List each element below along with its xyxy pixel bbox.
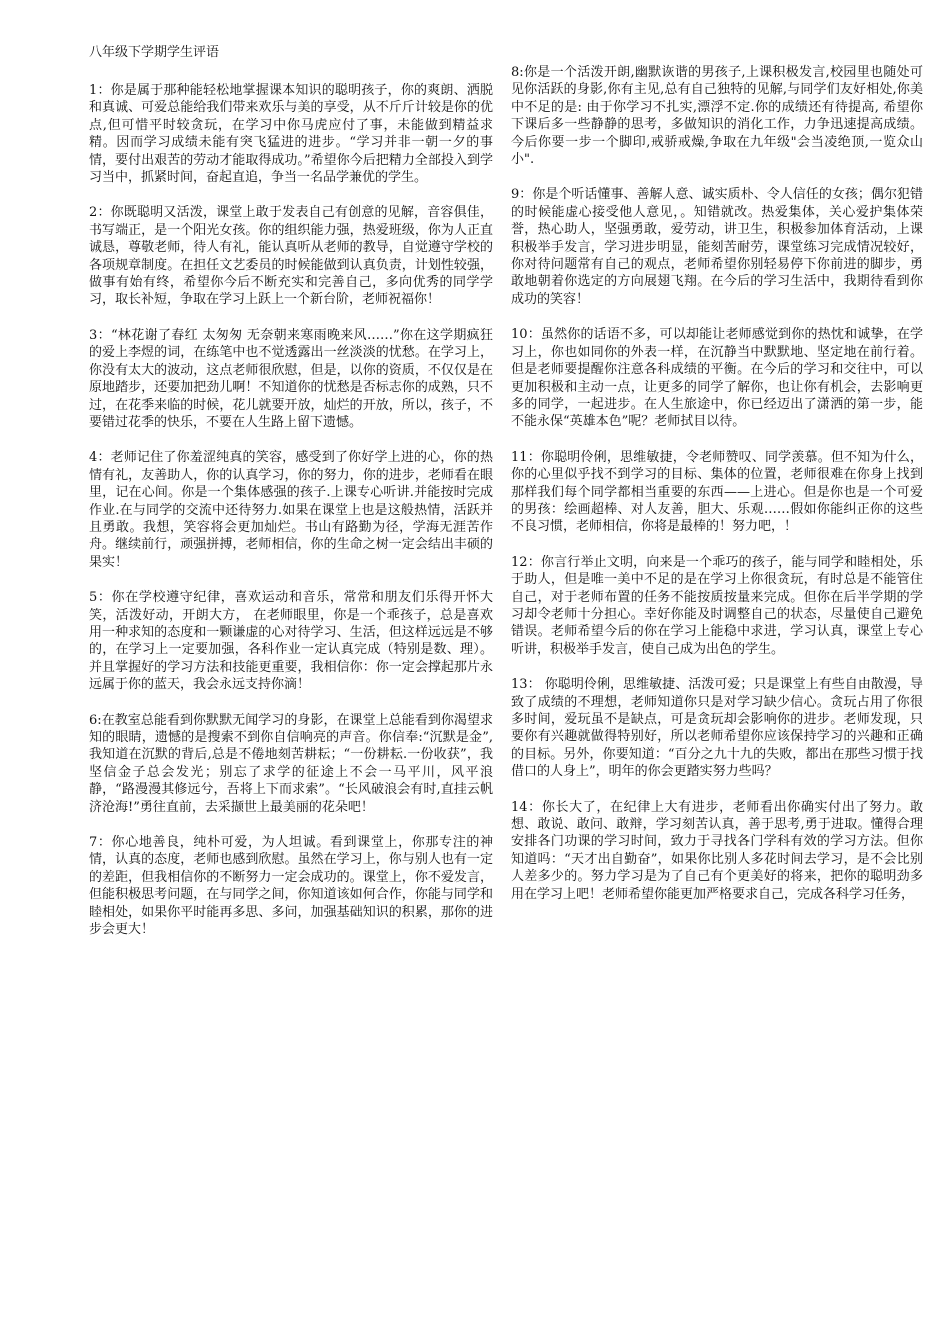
comment-paragraph-9: 9：你是个听话懂事、善解人意、诚实质朴、令人信任的女孩；偶尔犯错的时候能虚心接受他人意见，。知错就改。热爱集体，关心爱护集体荣誉，热心助人，坚强勇敢，爱劳动，讲卫生，积极参加体育活动，上课积极举手发言，学习进步明显，能刻苦耐劳，课堂练习完成情况较好，你对待问题常有自己的观点，老师希望你别轻易停下你前进的脚步，勇敢地朝着你选定的方向展翅飞翔。在今后的学习生活中，我期待看到你成功的笑容！ (511, 187, 923, 307)
comment-paragraph-5: 5：你在学校遵守纪律，喜欢运动和音乐，常常和朋友们乐得开怀大笑，活泼好动，开朗大方， 在老师眼里，你是一个乖孩子，总是喜欢用一种求知的态度和一颗谦虚的心对待学习、生活，但这样远远是不够的，在学习上一定要加强，各科作业一定认真完成（特别是数、理）。并且掌握好的学习方法和技能更重要，我相信你：你一定会撑起那片永远属于你的蓝天，我会永远支持你滴！ (89, 590, 493, 693)
left-column (89, 44, 493, 956)
comment-paragraph-6: 6:在教室总能看到你默默无闻学习的身影，在课堂上总能看到你渴望求知的眼睛，遗憾的是搜索不到你自信响亮的声音。你信奉:“沉默是金”,我知道在沉默的背后,总是不倦地刻苦耕耘；“一份耕耘.一份收获”，我坚信金子总会发光；别忘了求学的征途上不会一马平川，风平浪静，“路漫漫其修远兮，吾将上下而求索”。“长风破浪会有时,直挂云帆济沧海!”勇往直前，去采撷世上最美丽的花朵吧！ (89, 712, 493, 815)
comment-paragraph-3: 3：“林花谢了春红 太匆匆 无奈朝来寒雨晚来风……”你在这学期疯狂的爱上李煜的词，在练笔中也不觉透露出一丝淡淡的忧愁。在学习上，你没有太大的波动，这点老师很欣慰，但是，以你的资质，不仅仅是在原地踏步，还要加把劲儿啊！不知道你的忧愁是否标志你的成熟，只不过，在花季来临的时候，花儿就要开放，灿烂的开放，所以，孩子，不要错过花季的快乐，不要在人生路上留下遗憾。 (89, 327, 493, 430)
comment-paragraph-2: 2：你既聪明又活泼，课堂上敢于发表自己有创意的见解，音容俱佳，书写端正，是一个阳光女孩。你的组织能力强，热爱班级，你为人正直诚恳，尊敬老师，待人有礼，能认真听从老师的教导，自觉遵守学校的各项规章制度。在担任文艺委员的时候能做到认真负责，计划性较强，做事有始有终，希望你今后不断充实和完善自己，多向优秀的同学学习，取长补短，争取在学习上跃上一个新台阶，老师祝福你！ (89, 205, 493, 308)
comment-paragraph-11: 11：你聪明伶俐，思维敏捷，令老师赞叹、同学羡慕。但不知为什么，你的心里似乎找不到学习的目标、集体的位置，老师很难在你身上找到那样我们每个同学都相当重要的东西——上进心。但是你也是一个可爱的男孩：绘画超棒、对人友善，胆大、乐观……假如你能纠正你的这些不良习惯，老师相信，你将是最棒的！努力吧，！ (511, 449, 923, 535)
right-column (511, 64, 923, 921)
comment-paragraph-4: 4：老师记住了你羞涩纯真的笑容，感受到了你好学上进的心，你的热情有礼，友善助人，你的认真学习，你的努力，你的进步，老师看在眼里，记在心间。你是一个集体感强的孩子.上课专心听讲.并能按时完成作业.在与同学的交流中还待努力.如果在课堂上也是这般热情，活跃并且勇敢。我想，笑容将会更加灿烂。书山有路勤为径，学海无涯苦作舟。继续前行，顽强拼搏，老师相信，你的生命之树一定会结出丰硕的果实！ (89, 450, 493, 570)
comment-paragraph-13: 13： 你聪明伶俐，思维敏捷、活泼可爱；只是课堂上有些自由散漫，导致了成绩的不理想，老师知道你只是对学习缺少信心。贪玩占用了你很多时间，爱玩虽不是缺点，可是贪玩却会影响你的进步。老师发现，只要你有兴趣就做得特别好，所以老师希望你应该保持学习的兴趣和正确的目标。另外，你要知道：“百分之九十九的失败，都出在那些习惯于找借口的人身上”，明年的你会更踏实努力些吗？ (511, 677, 923, 780)
comment-paragraph-12: 12：你言行举止文明，向来是一个乖巧的孩子，能与同学和睦相处，乐于助人，但是唯一美中不足的是在学习上你很贪玩，有时总是不能管住自己，对于老师布置的任务不能按质按量来完成。但你在后半学期的学习却令老师十分担心。幸好你能及时调整自己的状态，尽量使自己避免错误。老师希望今后的你在学习上能稳中求进，学习认真，课堂上专心听讲，积极举手发言，使自己成为出色的学生。 (511, 554, 923, 657)
comment-paragraph-14: 14：你长大了，在纪律上大有进步，老师看出你确实付出了努力。敢想、敢说、敢问、敢辩，学习刻苦认真，善于思考,勇于进取。懂得合理安排各门功课的学习时间，致力于寻找各门学科有效的学习方法。但你知道吗：“天才出自勤奋”，如果你比别人多花时间去学习，是不会比别人差多少的。努力学习是为了自己有个更美好的将来，把你的聪明劲多用在学习上吧！老师希望你能更加严格要求自己，完成各科学习任务， (511, 799, 923, 902)
comment-paragraph-1: 1：你是属于那种能轻松地掌握课本知识的聪明孩子，你的爽朗、洒脱和真诚、可爱总能给我们带来欢乐与美的享受，从不斤斤计较是你的优点,但可惜平时较贪玩，在学习中你马虎应付了事，未能做到精益求精。因而学习成绩未能有突飞猛进的进步。“学习并非一朝一夕的事情，要付出艰苦的劳动才能取得成功。”希望你今后把精力全部投入到学习当中，抓紧时间，奋起直追，争当一名品学兼优的学生。 (89, 83, 493, 186)
document-title: 八年级下学期学生评语 (89, 45, 220, 60)
comment-paragraph-7: 7：你心地善良，纯朴可爱，为人坦诚。看到课堂上，你那专注的神情，认真的态度，老师也感到欣慰。虽然在学习上，你与别人也有一定的差距，但我相信你的不断努力一定会成功的。课堂上，你不爱发言，但能积极思考问题，在与同学之间，你知道该如何合作，你能与同学和睦相处，如果你平时能再多思、多问，加强基础知识的积累，那你的进步会更大！ (89, 835, 493, 938)
comment-paragraph-10: 10：虽然你的话语不多，可以却能让老师感觉到你的热忱和诚挚，在学习上，你也如同你的外表一样，在沉静当中默默地、坚定地在前行着。但是老师要提醒你注意各科成绩的平衡。在今后的学习和交往中，可以更加积极和主动一点，让更多的同学了解你，也让你有机会，去影响更多的同学，一起进步。在人生旅途中，你已经迈出了潇洒的第一步，能不能永保“英雄本色”呢？老师拭目以待。 (511, 327, 923, 430)
comment-paragraph-8: 8:你是一个活泼开朗,幽默诙谐的男孩子,上课积极发言,校园里也随处可见你活跃的身影,你有主见,总有自己独特的见解,与同学们友好相处,你美中不足的是: 由于你学习不扎实,漂浮不定.你的成绩还有待提高, 希望你下课后多一些静静的思考，多做知识的消化工作，力争迅速提高成绩。今后你要一步一个脚印,戒骄戒燥,争取在九年级"会当凌绝顶,一览众山小". (511, 65, 923, 168)
